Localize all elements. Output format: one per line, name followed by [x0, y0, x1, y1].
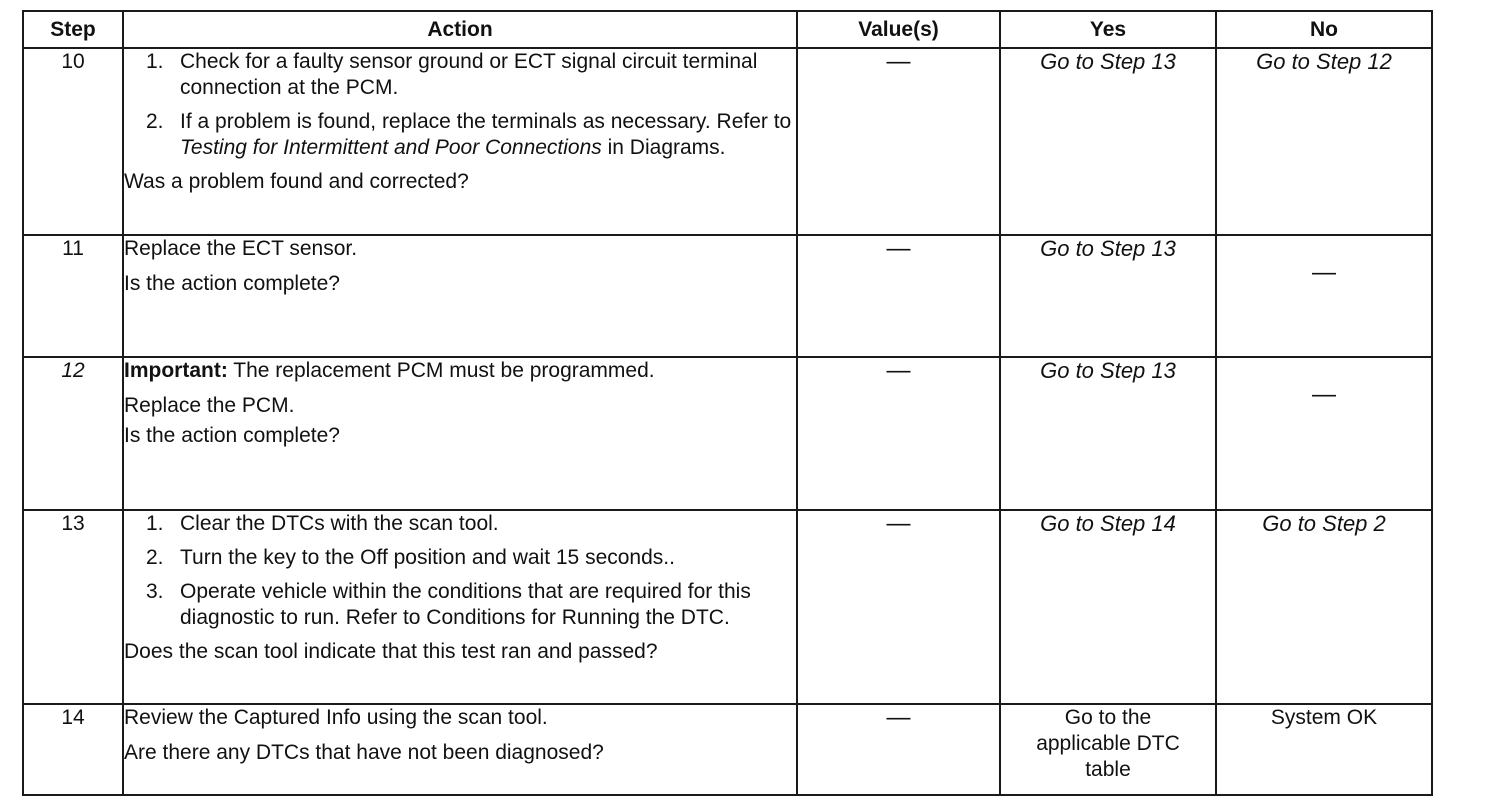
header-yes: Yes: [1000, 11, 1216, 48]
list-item: [124, 545, 796, 571]
yes-outcome: Go to the applicable DTC table: [1000, 704, 1216, 795]
no-outcome: System OK: [1216, 704, 1432, 795]
important-label: Important:: [124, 359, 228, 382]
item-number: 2.: [146, 546, 164, 569]
no-outcome: —: [1216, 235, 1432, 357]
action-list: [124, 49, 796, 161]
item-text: Operate vehicle within the conditions that are required for this diagnostic to run. Refer to Conditions for Running the DTC.: [180, 580, 751, 629]
step-number: 14: [23, 704, 123, 795]
header-step: Step: [23, 11, 123, 48]
yes-outcome: Go to Step 13: [1000, 48, 1216, 235]
important-note: [124, 358, 796, 384]
item-number: 1.: [146, 512, 164, 535]
value-cell: —: [797, 235, 1000, 357]
no-outcome: Go to Step 12: [1216, 48, 1432, 235]
reference-location: in Diagrams.: [601, 136, 726, 159]
no-outcome: Go to Step 2: [1216, 510, 1432, 704]
header-action: Action: [123, 11, 797, 48]
item-text: If a problem is found, replace the terminals as necessary. Refer to: [180, 110, 792, 133]
action-instruction: Replace the PCM.: [124, 394, 295, 417]
list-item: [124, 109, 796, 161]
action-question: Does the scan tool indicate that this test ran and passed?: [124, 640, 658, 663]
action-cell: [123, 704, 797, 795]
action-question: Is the action complete?: [124, 424, 340, 447]
header-row: [23, 11, 1432, 48]
action-list: [124, 511, 796, 631]
item-number: 1.: [146, 50, 164, 73]
list-item: [124, 511, 796, 537]
value-cell: —: [797, 48, 1000, 235]
item-text: Turn the key to the Off position and wait 15 seconds..: [180, 546, 675, 569]
no-outcome: —: [1216, 357, 1432, 510]
table-row: [23, 357, 1432, 510]
action-question: Was a problem found and corrected?: [124, 170, 469, 193]
action-instruction: Review the Captured Info using the scan tool.: [124, 706, 548, 729]
item-text: Check for a faulty sensor ground or ECT signal circuit terminal connection at the PCM.: [180, 50, 758, 99]
value-cell: —: [797, 357, 1000, 510]
action-instruction: Replace the ECT sensor.: [124, 237, 358, 260]
item-text: Clear the DTCs with the scan tool.: [180, 512, 499, 535]
action-cell: [123, 235, 797, 357]
item-number: 2.: [146, 110, 164, 133]
action-cell: [123, 357, 797, 510]
list-item: [124, 49, 796, 101]
action-question: Are there any DTCs that have not been diagnosed?: [124, 741, 604, 764]
diagnostic-table: [22, 10, 1433, 796]
value-cell: —: [797, 510, 1000, 704]
action-question: Is the action complete?: [124, 272, 340, 295]
step-number: 13: [23, 510, 123, 704]
step-number: 12: [23, 357, 123, 510]
table-row: [23, 48, 1432, 235]
action-cell: [123, 510, 797, 704]
table-row: [23, 235, 1432, 357]
step-number: 10: [23, 48, 123, 235]
value-cell: —: [797, 704, 1000, 795]
list-item: [124, 579, 796, 631]
header-no: No: [1216, 11, 1432, 48]
table-row: [23, 510, 1432, 704]
action-cell: [123, 48, 797, 235]
header-values: Value(s): [797, 11, 1000, 48]
item-number: 3.: [146, 580, 164, 603]
yes-outcome: Go to Step 14: [1000, 510, 1216, 704]
step-number: 11: [23, 235, 123, 357]
reference-title: Testing for Intermittent and Poor Connections: [180, 136, 602, 159]
yes-outcome: Go to Step 13: [1000, 357, 1216, 510]
important-text: The replacement PCM must be programmed.: [227, 359, 655, 382]
table-row: [23, 704, 1432, 795]
yes-outcome: Go to Step 13: [1000, 235, 1216, 357]
